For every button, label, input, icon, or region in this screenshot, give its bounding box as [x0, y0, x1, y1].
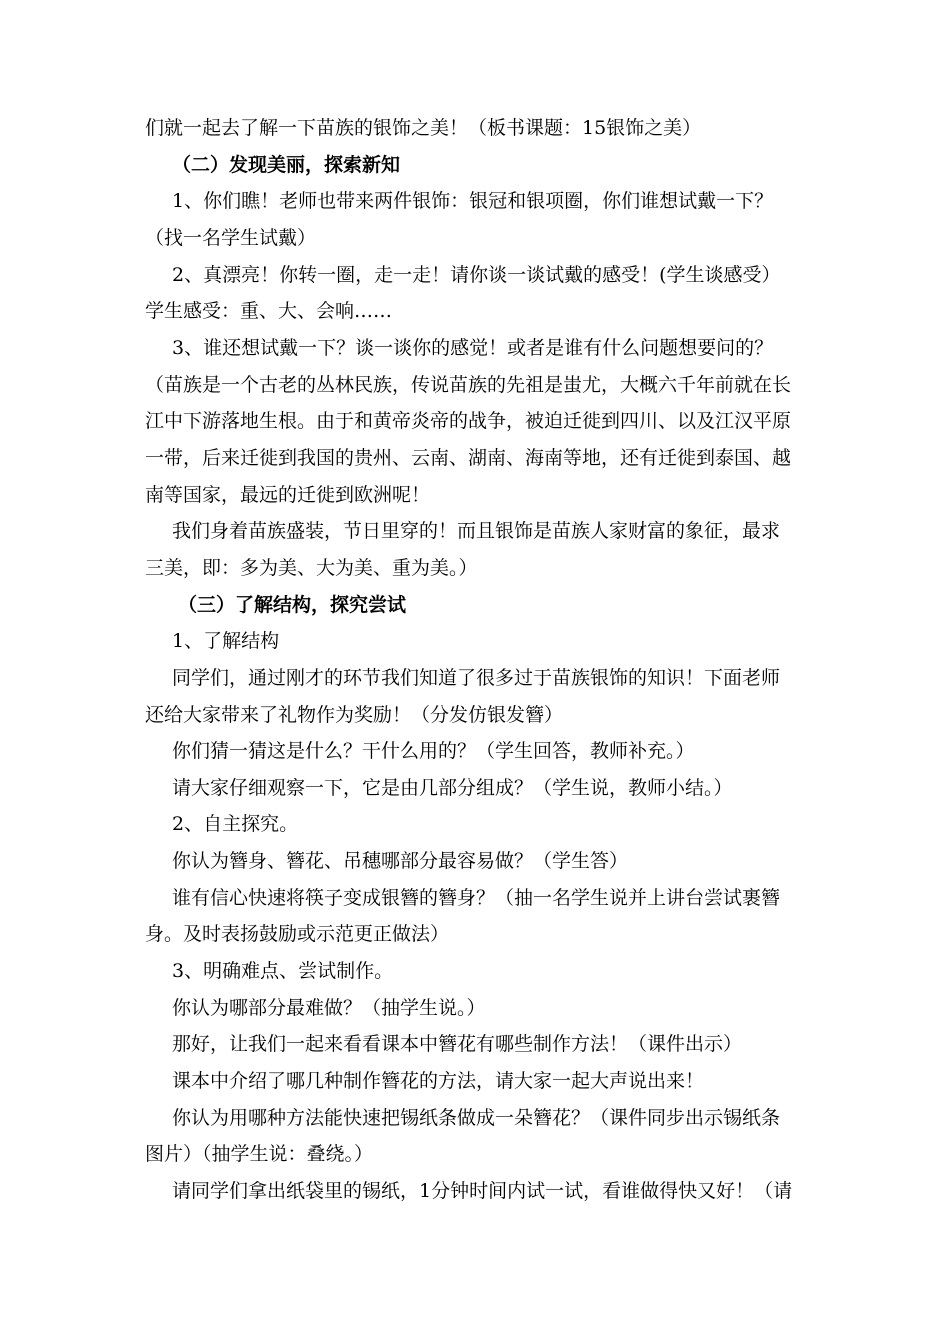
paragraph — [145, 183, 810, 256]
section-heading-text: （三）了解结构，探究尝试 — [178, 593, 407, 616]
text-line: 1、了解结构 — [172, 630, 280, 653]
text-line: 学生感受：重、大、会响…… — [145, 300, 393, 323]
paragraph — [145, 733, 810, 770]
paragraph — [145, 880, 810, 953]
text-line: 南等国家，最远的迁徙到欧洲呢！ — [145, 483, 431, 506]
text-line: 你认为哪部分最难做？（抽学生说。） — [172, 996, 486, 1019]
text-line: 身。及时表扬鼓励或示范更正做法） — [145, 923, 450, 946]
paragraph — [145, 843, 810, 880]
paragraph — [145, 257, 810, 294]
text-line: 三美，即：多为美、大为美、重为美。） — [145, 556, 478, 579]
text-line: 3、谁还想试戴一下？谈一谈你的感觉！或者是谁有什么问题想要问的？ — [172, 336, 774, 359]
text-line: 课本中介绍了哪几种制作簪花的方法，请大家一起大声说出来！ — [172, 1070, 705, 1093]
paragraph — [145, 367, 810, 514]
text-line: 同学们，通过刚才的环节我们知道了很多过于苗族银饰的知识！下面老师 — [172, 666, 781, 689]
text-line: 我们身着苗族盛装，节日里穿的！而且银饰是苗族人家财富的象征，最求 — [172, 520, 781, 543]
text-line: 们就一起去了解一下苗族的银饰之美！（板书课题：15银饰之美） — [145, 117, 702, 139]
paragraph — [145, 806, 810, 843]
text-line: （苗族是一个古老的丛林民族，传说苗族的先祖是蚩尤，大概六千年前就在长 — [145, 373, 792, 396]
section-heading — [145, 147, 810, 184]
section-heading — [145, 587, 810, 624]
text-line: 还给大家带来了礼物作为奖励！（分发仿银发簪） — [145, 703, 564, 726]
text-line: 2、自主探究。 — [172, 813, 299, 836]
text-line: 图片）（抽学生说：叠绕。） — [145, 1143, 374, 1166]
text-line: 2、真漂亮！你转一圈，走一走！请你谈一谈试戴的感受！(学生谈感受） — [172, 263, 781, 286]
text-line: 请同学们拿出纸袋里的锡纸，1分钟时间内试一试，看谁做得快又好！（请 — [172, 1180, 793, 1203]
text-line: 3、明确难点、尝试制作。 — [172, 960, 394, 983]
paragraph — [145, 1026, 810, 1063]
text-line: 你们猜一猜这是什么？干什么用的？（学生回答，教师补充。） — [172, 740, 695, 763]
paragraph — [145, 110, 810, 147]
text-line: 一带，后来迁徙到我国的贵州、云南、湖南、海南等地，还有迁徙到泰国、越 — [145, 446, 792, 469]
text-line: 你认为簪身、簪花、吊穗哪部分最容易做？（学生答） — [172, 850, 629, 873]
text-line: 请大家仔细观察一下，它是由几部分组成？（学生说，教师小结。） — [172, 776, 733, 799]
text-line: 你认为用哪种方法能快速把锡纸条做成一朵簪花？（课件同步出示锡纸条 — [172, 1106, 781, 1129]
paragraph — [145, 623, 810, 660]
paragraph — [145, 1173, 810, 1210]
paragraph — [145, 513, 810, 586]
paragraph — [145, 330, 810, 367]
text-line: 1、你们瞧！老师也带来两件银饰：银冠和银项圈，你们谁想试戴一下？ — [172, 190, 774, 213]
text-line: （找一名学生试戴） — [145, 226, 317, 249]
paragraph — [145, 953, 810, 990]
paragraph — [145, 1100, 810, 1173]
section-heading-text: （二）发现美丽，探索新知 — [172, 153, 401, 176]
text-line: 谁有信心快速将筷子变成银簪的簪身？（抽一名学生说并上讲台尝试裹簪 — [172, 886, 781, 909]
paragraph — [145, 990, 810, 1027]
paragraph — [145, 660, 810, 733]
paragraph — [145, 293, 810, 330]
paragraph — [145, 770, 810, 807]
text-line: 江中下游落地生根。由于和黄帝炎帝的战争，被迫迁徙到四川、以及江汉平原 — [145, 410, 792, 433]
document-page — [145, 110, 810, 1210]
paragraph — [145, 1063, 810, 1100]
text-line: 那好，让我们一起来看看课本中簪花有哪些制作方法！（课件出示） — [172, 1033, 743, 1056]
